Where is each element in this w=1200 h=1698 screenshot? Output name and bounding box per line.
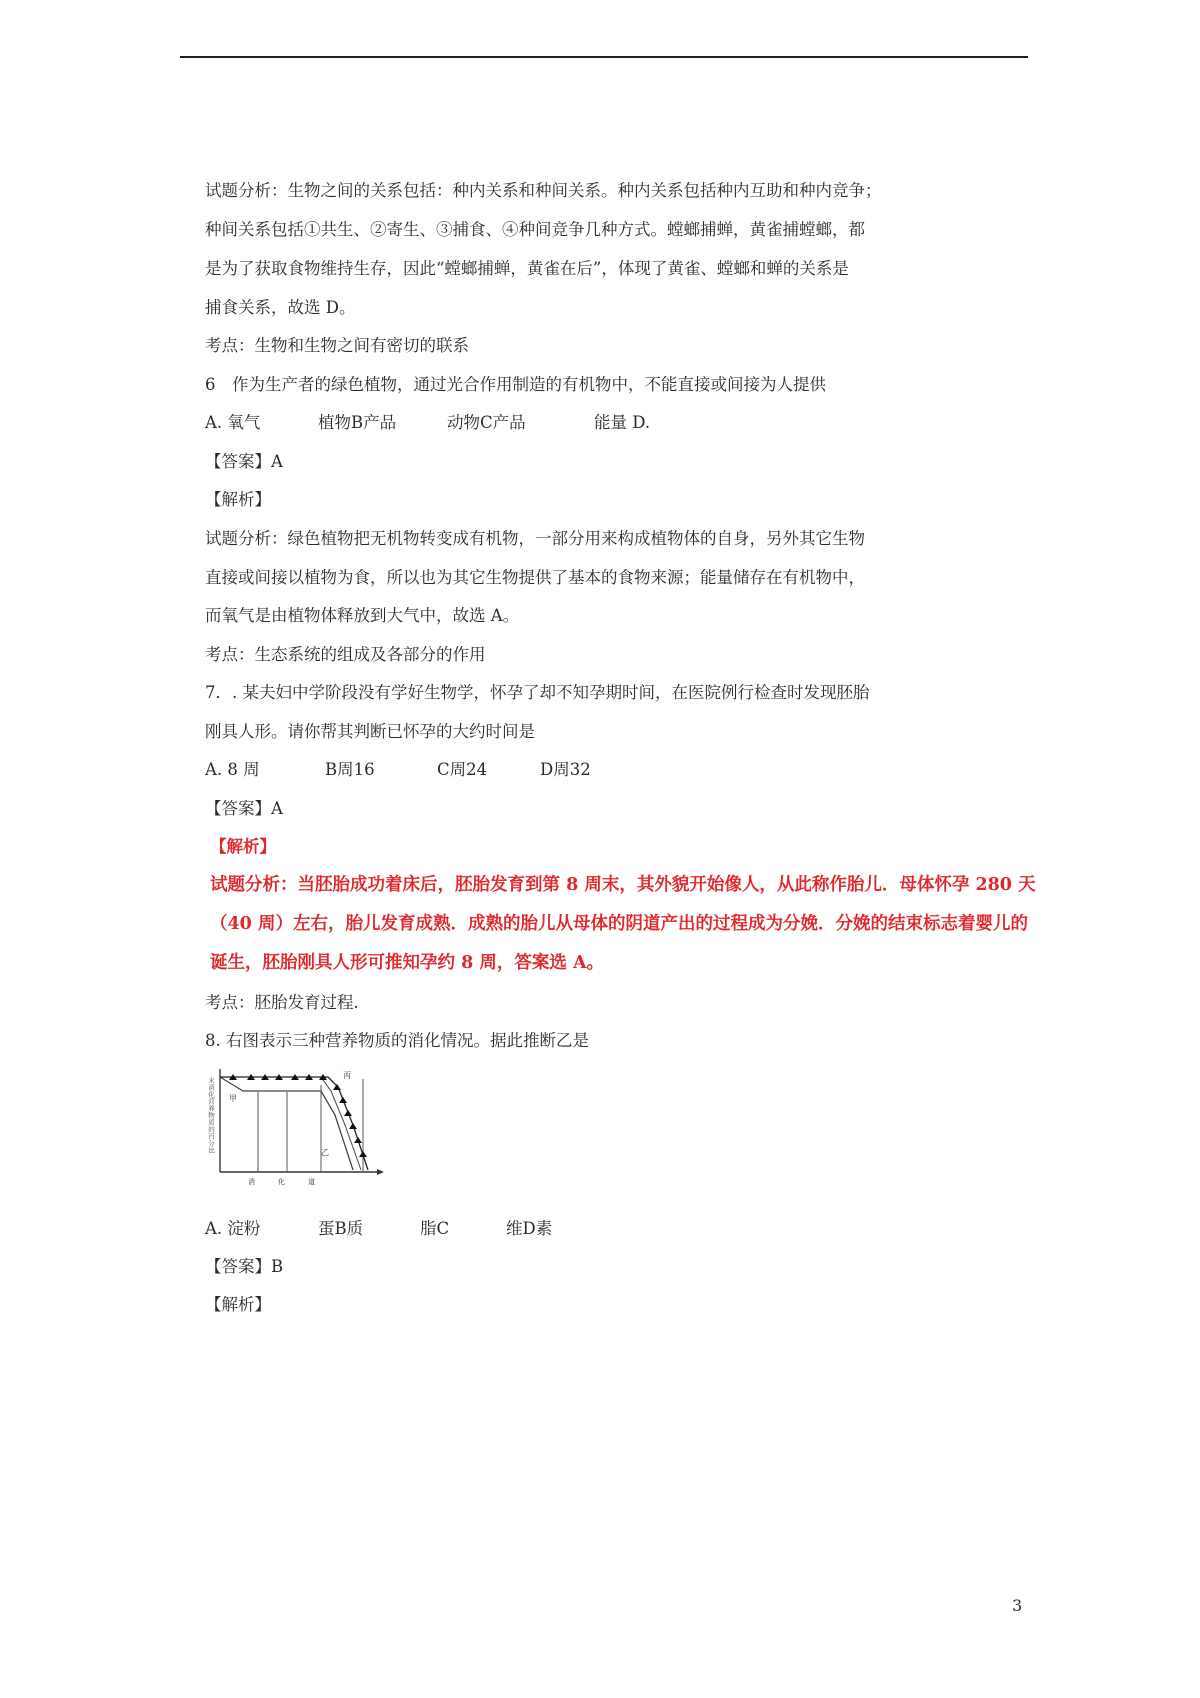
curve-label-yi: 乙 <box>321 1148 329 1157</box>
curve-label-jia: 甲 <box>229 1094 237 1103</box>
q6-analysis-heading: 【解析】 <box>205 490 271 509</box>
q7-answer: 【答案】A <box>205 799 283 818</box>
q6-stem: 6 作为生产者的绿色植物，通过光合作用制造的有机物中，不能直接或间接为人提供 <box>205 375 826 394</box>
q7-kaodian: 考点：胚胎发育过程. <box>205 993 359 1012</box>
curve-label-bing: 丙 <box>343 1071 351 1080</box>
q6-option-c: 动物C产品 <box>447 413 526 432</box>
q7-stem-line-2: 刚具人形。请你帮其判断已怀孕的大约时间是 <box>205 722 535 741</box>
q7-analysis-line-1: 试题分析：当胚胎成功着床后，胚胎发育到第 8 周末，其外貌开始像人，从此称作胎儿．母体怀孕 280 天 <box>210 875 1036 895</box>
q8-stem: 8. 右图表示三种营养物质的消化情况。据此推断乙是 <box>205 1031 589 1050</box>
q7-analysis-heading: 【解析】 <box>210 837 276 856</box>
q5-analysis-line-3: 是为了获取食物维持生存，因此“螳螂捕蝉，黄雀在后”，体现了黄雀、螳螂和蝉的关系是 <box>205 259 849 278</box>
q8-option-d: 维D素 <box>506 1219 553 1238</box>
q6-option-d: 能量 D. <box>594 413 651 432</box>
q6-option-b: 植物B产品 <box>318 413 397 432</box>
q5-analysis-line-2: 种间关系包括①共生、②寄生、③捕食、④种间竞争几种方式。螳螂捕蝉，黄雀捕螳螂，都 <box>205 220 865 239</box>
q8-analysis-heading: 【解析】 <box>205 1295 271 1314</box>
q6-option-a: A. 氧气 <box>205 413 261 432</box>
q6-answer: 【答案】A <box>205 452 283 471</box>
q6-analysis-line-2: 直接或间接以植物为食，所以也为其它生物提供了基本的食物来源；能量储存在有机物中， <box>205 568 865 587</box>
q6-kaodian: 考点：生态系统的组成及各部分的作用 <box>205 645 486 664</box>
q7-option-a: A. 8 周 <box>205 760 260 779</box>
q8-option-c: 脂C <box>420 1219 450 1238</box>
q7-option-b: B周16 <box>325 760 375 779</box>
q6-analysis-line-1: 试题分析：绿色植物把无机物转变成有机物，一部分用来构成植物体的自身，另外其它生物 <box>205 529 865 548</box>
q8-option-a: A. 淀粉 <box>205 1219 261 1238</box>
q7-stem-line-1: 7．. 某夫妇中学阶段没有学好生物学，怀孕了却不知孕期时间，在医院例行检查时发现胚胎 <box>205 683 870 702</box>
y-axis-label: 未消化营养物质的百分比 <box>207 1077 215 1154</box>
q5-analysis-line-1: 试题分析：生物之间的关系包括：种内关系和种间关系。种内关系包括种内互助和种内竞争； <box>205 181 882 200</box>
q8-option-b: 蛋B质 <box>318 1219 364 1238</box>
q5-kaodian: 考点：生物和生物之间有密切的联系 <box>205 336 469 355</box>
q6-analysis-line-3: 而氧气是由植物体释放到大气中，故选 A。 <box>205 606 520 625</box>
q7-option-c: C周24 <box>437 760 488 779</box>
header-rule <box>180 56 1028 58</box>
q8-answer: 【答案】B <box>205 1257 284 1276</box>
q7-analysis-line-2: （40 周）左右，胎儿发育成熟．成熟的胎儿从母体的阴道产出的过程成为分娩．分娩的结束标志着婴儿的 <box>210 914 1028 934</box>
q7-analysis-line-3: 诞生，胚胎刚具人形可推知孕约 8 周，答案选 A。 <box>210 953 605 973</box>
page-number: 3 <box>1012 1596 1023 1615</box>
curve-bing-markers <box>229 1074 367 1157</box>
q7-option-d: D周32 <box>540 760 591 779</box>
x-axis-arrow <box>377 1169 384 1175</box>
x-axis-label: 消 化 道 <box>248 1178 323 1186</box>
digestion-figure <box>203 1065 388 1190</box>
q5-analysis-line-4: 捕食关系，故选 D。 <box>205 298 356 317</box>
